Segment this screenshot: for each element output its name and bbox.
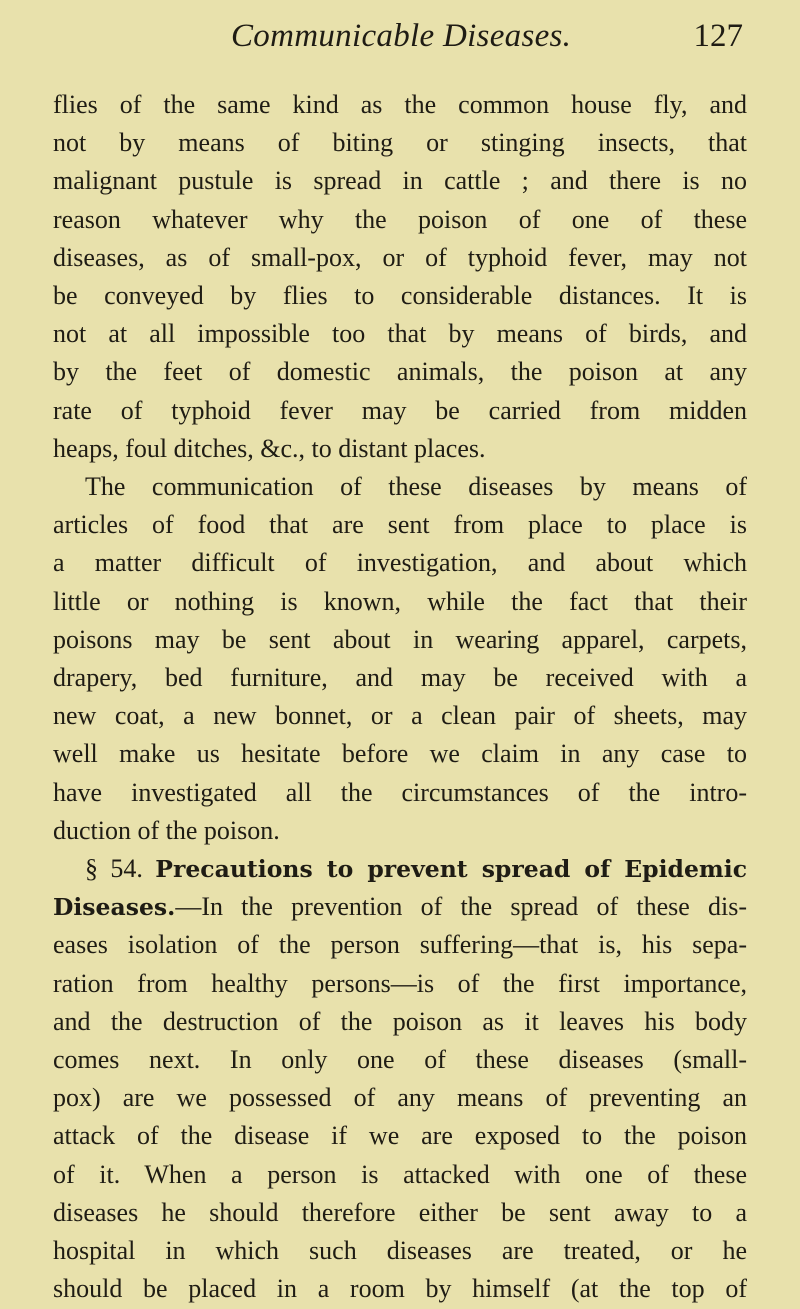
- text-line: rate of typhoid fever may be carried from midden: [53, 395, 747, 425]
- text-line: comes next. In only one of these diseases (small-: [53, 1045, 747, 1075]
- text-line: not by means of biting or stinging insects, that: [53, 128, 747, 158]
- text-line: duction of the poison.: [53, 815, 280, 845]
- text-line: articles of food that are sent from place to place is: [53, 510, 747, 540]
- text-line: a matter difficult of investigation, and about which: [53, 548, 747, 578]
- text-line: ration from healthy persons—is of the first importance,: [53, 968, 747, 998]
- text-line: little or nothing is known, while the fact that their: [53, 586, 747, 616]
- text-line: new coat, a new bonnet, or a clean pair of sheets, may: [53, 701, 747, 731]
- section-text-start: —In the prevention of the spread of these dis-: [175, 892, 747, 922]
- text-line: diseases, as of small-pox, or of typhoid fever, may not: [53, 242, 747, 272]
- section-first-line: [53, 850, 747, 888]
- text-line: The communication of these diseases by means of: [85, 472, 747, 502]
- section-number: § 54.: [85, 854, 143, 884]
- running-title: Communicable Diseases.: [231, 18, 572, 54]
- text-line: diseases he should therefore either be sent away to a: [53, 1197, 747, 1227]
- text-line: not at all impossible too that by means of birds, and: [53, 319, 747, 349]
- text-line: flies of the same kind as the common house fly, and: [53, 90, 747, 119]
- text-line: well make us hesitate before we claim in any case to: [53, 739, 747, 769]
- text-line: by the feet of domestic animals, the poison at any: [53, 357, 747, 387]
- text-line: of it. When a person is attacked with one of these: [53, 1159, 747, 1189]
- text-line: and the destruction of the poison as it leaves his body: [53, 1006, 747, 1036]
- running-head: [53, 0, 747, 76]
- section-heading-continued: Diseases.: [53, 893, 176, 922]
- text-line: hospital in which such diseases are treated, or he: [53, 1236, 747, 1266]
- text-line: heaps, foul ditches, &c., to distant places.: [53, 433, 486, 463]
- text-line: attack of the disease if we are exposed to the poison: [53, 1121, 747, 1151]
- section-heading: Precautions to prevent spread of Epidemic: [155, 855, 747, 884]
- text-line: poisons may be sent about in wearing apparel, carpets,: [53, 624, 747, 654]
- text-line: reason whatever why the poison of one of these: [53, 204, 747, 234]
- body-text: [53, 76, 747, 1309]
- section-second-line: [53, 888, 747, 926]
- text-line: pox) are we possessed of any means of preventing an: [53, 1083, 747, 1113]
- text-line: be conveyed by flies to considerable distances. It is: [53, 281, 747, 311]
- text-line: drapery, bed furniture, and may be received with a: [53, 663, 747, 693]
- text-line: should be placed in a room by himself (at the top of: [53, 1274, 747, 1304]
- text-line: have investigated all the circumstances of the intro-: [53, 777, 747, 807]
- text-line: eases isolation of the person suffering—that is, his sepa-: [53, 930, 747, 960]
- page-number: 127: [693, 18, 743, 54]
- text-line: malignant pustule is spread in cattle ; and there is no: [53, 166, 747, 196]
